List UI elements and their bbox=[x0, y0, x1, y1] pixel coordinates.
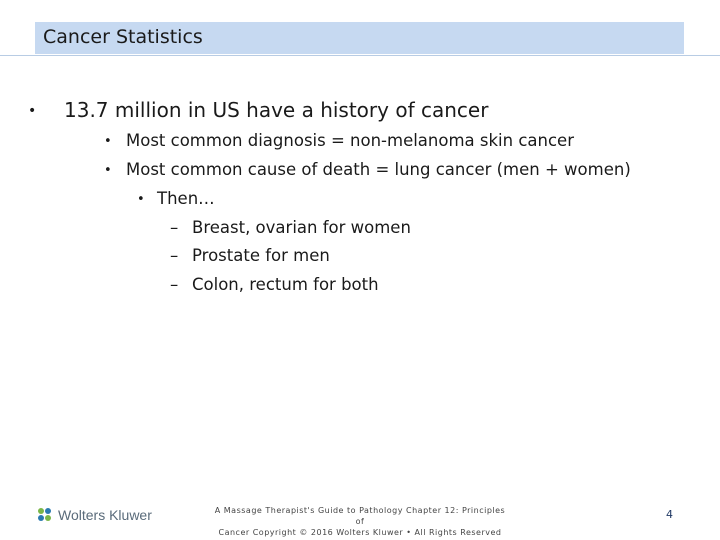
bullet-main-text: 13.7 million in US have a history of cancer bbox=[64, 98, 489, 122]
bullet-dash-breast-text: Breast, ovarian for women bbox=[192, 218, 411, 237]
bullet-then bbox=[137, 189, 215, 208]
footer-caption-line1: A Massage Therapist's Guide to Pathology Chapter 12: Principles of bbox=[214, 506, 506, 526]
bullet-sub-death-text: Most common cause of death = lung cancer (men + women) bbox=[126, 160, 631, 179]
bullet-sub-diagnosis bbox=[104, 131, 574, 150]
footer-caption-line2: Cancer Copyright © 2016 Wolters Kluwer • All Rights Reserved bbox=[218, 528, 502, 537]
title-divider bbox=[0, 55, 720, 56]
bullet-dash-prostate-text: Prostate for men bbox=[192, 246, 330, 265]
bullet-sub-diagnosis-text: Most common diagnosis = non-melanoma skin cancer bbox=[126, 131, 574, 150]
title-bar bbox=[35, 22, 684, 54]
bullet-sub-death bbox=[104, 160, 631, 179]
bullet-marker: • bbox=[104, 134, 112, 149]
wolters-kluwer-logo bbox=[36, 506, 152, 524]
bullet-marker: • bbox=[104, 163, 112, 178]
dash-marker: – bbox=[170, 218, 179, 237]
dash-marker: – bbox=[170, 246, 179, 265]
slide-title: Cancer Statistics bbox=[43, 26, 203, 48]
bullet-dash-breast bbox=[170, 218, 411, 237]
page-number: 4 bbox=[666, 508, 673, 521]
bullet-marker: • bbox=[137, 192, 145, 207]
bullet-dash-colon bbox=[170, 275, 379, 294]
bullet-main bbox=[28, 98, 488, 122]
logo-text: Wolters Kluwer bbox=[58, 507, 152, 523]
bullet-dash-prostate bbox=[170, 246, 330, 265]
bullet-dash-colon-text: Colon, rectum for both bbox=[192, 275, 379, 294]
footer-caption bbox=[210, 505, 510, 538]
bullet-marker: • bbox=[28, 103, 37, 119]
bullet-then-text: Then… bbox=[157, 189, 215, 208]
wolters-kluwer-logo-icon bbox=[36, 506, 54, 524]
dash-marker: – bbox=[170, 275, 179, 294]
